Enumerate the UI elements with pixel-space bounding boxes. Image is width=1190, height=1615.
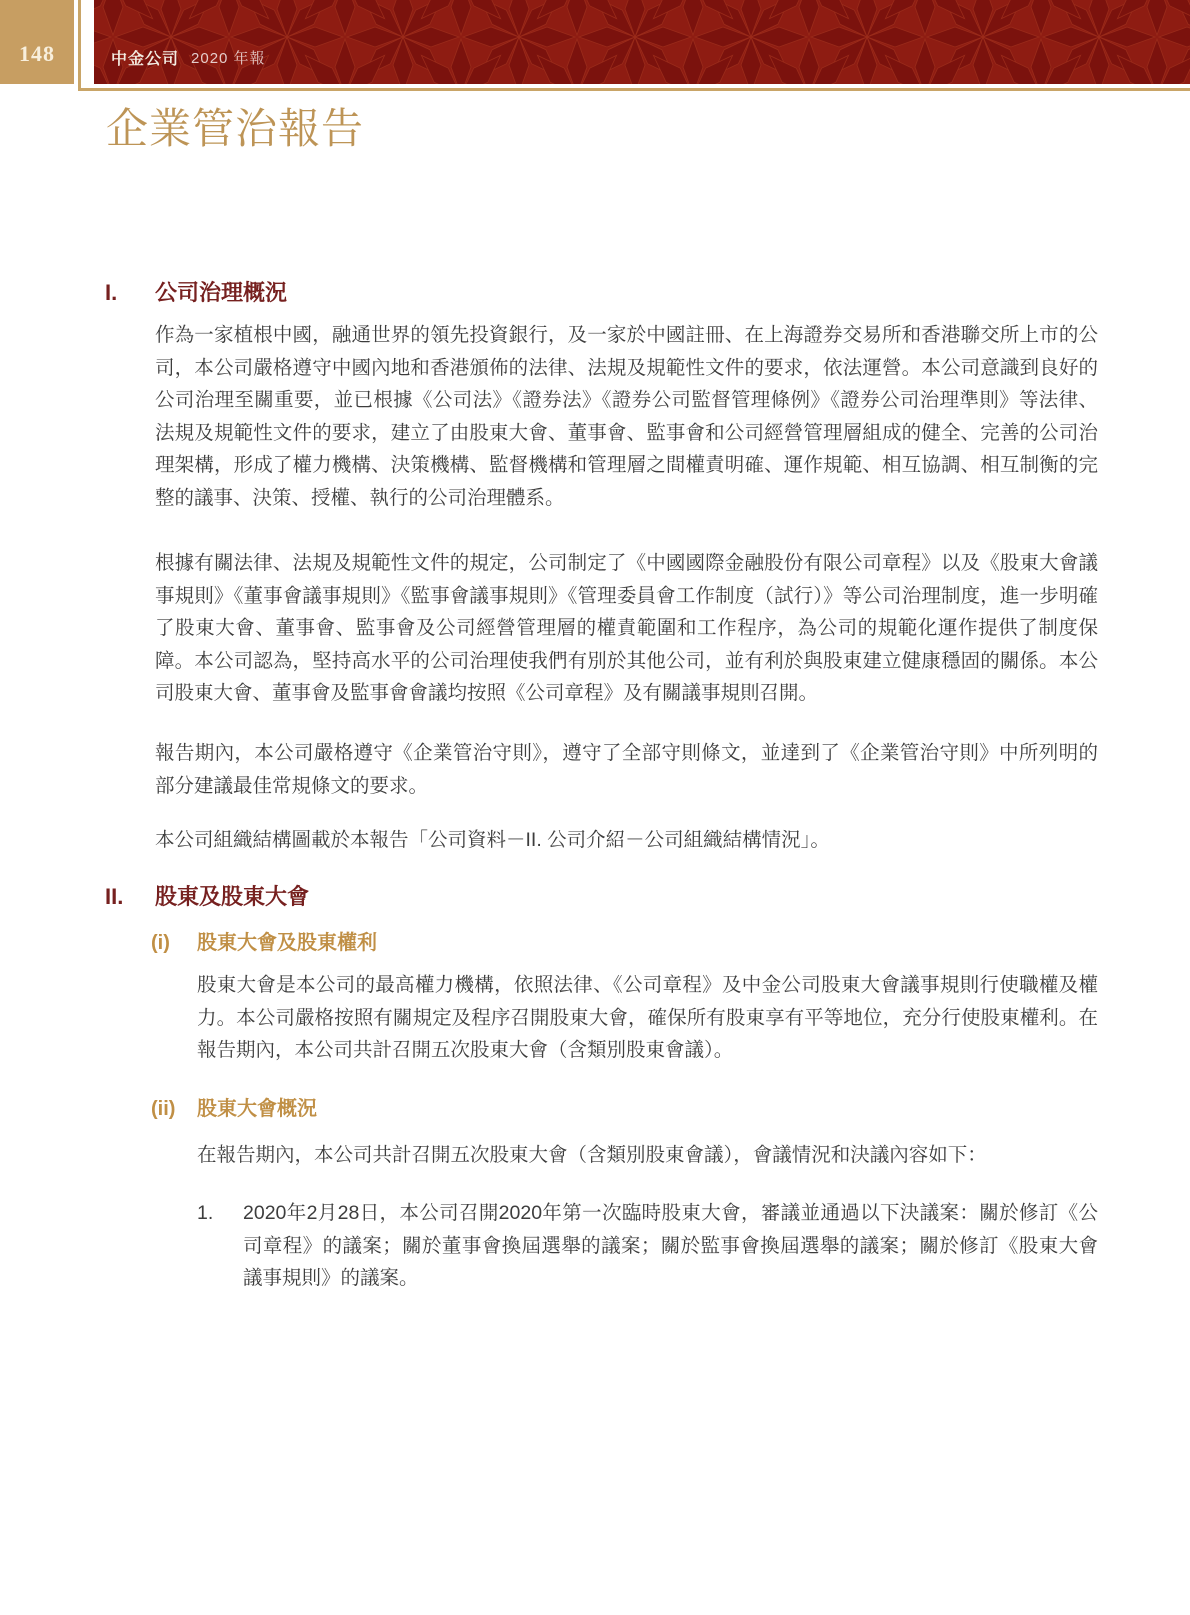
section-1-paragraph-3: 報告期內，本公司嚴格遵守《企業管治守則》，遵守了全部守則條文，並達到了《企業管治守則》中所列明的部分建議最佳常規條文的要求。: [155, 742, 1098, 797]
section-1-heading-text: 公司治理概況: [155, 280, 288, 305]
section-1-paragraph-1: 作為一家植根中國，融通世界的領先投資銀行，及一家於中國註冊、在上海證券交易所和香港聯交所上市的公司，本公司嚴格遵守中國內地和香港頒佈的法律、法規及規範性文件的要求，依法運營。本公司意識到良好的公司治理至關重要，並已根據《公司法》《證券法》《證券公司監督管理條例》《證券公司治理準則》等法律、法規及規範性文件的要求，建立了由股東大會、董事會、監事會和公司經營管理層組成的健全、完善的公司治理架構，形成了權力機構、決策機構、監督機構和管理層之間權責明確、運作規範、相互協調、相互制衡的完整的議事、決策、授權、執行的公司治理體系。: [155, 324, 1098, 509]
section-2-heading-text: 股東及股東大會: [155, 884, 310, 909]
subsection-ii-heading: [151, 1096, 317, 1122]
subsection-ii-heading-text: 股東大會概況: [197, 1098, 317, 1120]
subsection-i-heading-text: 股東大會及股東權利: [197, 932, 377, 954]
list-item-text: 2020年2月28日，本公司召開2020年第一次臨時股東大會，審議並通過以下決議案：關於修訂《公司章程》的議案；關於董事會換屆選舉的議案；關於監事會換屆選舉的議案；關於修訂《股東大會議事規則》的議案。: [243, 1202, 1098, 1289]
section-1-paragraph-4: 本公司組織結構圖載於本報告「公司資料－II. 公司介紹－公司組織結構情況」。: [155, 829, 830, 851]
page-title: 企業管治報告: [106, 107, 365, 153]
gold-vertical-rule: [78, 0, 81, 91]
subsection-ii-label: (ii): [151, 1098, 176, 1120]
section-1-numeral: I.: [105, 280, 118, 305]
section-1-heading: [105, 279, 287, 307]
header-band: [94, 0, 1190, 84]
section-1-paragraph-2: 根據有關法律、法規及規範性文件的規定，公司制定了《中國國際金融股份有限公司章程》以及《股東大會議事規則》《董事會議事規則》《監事會議事規則》《管理委員會工作制度（試行）》等公司治理制度，進一步明確了股東大會、董事會、監事會及公司經營管理層的權責範圍和工作程序，為公司的規範化運作提供了制度保障。本公司認為，堅持高水平的公司治理使我們有別於其他公司，並有利於與股東建立健康穩固的關係。本公司股東大會、董事會及監事會會議均按照《公司章程》及有關議事規則召開。: [155, 552, 1098, 704]
subsection-ii-paragraph: 在報告期內，本公司共計召開五次股東大會（含類別股東會議），會議情況和決議內容如下：: [197, 1144, 987, 1166]
subsection-i-label: (i): [151, 932, 170, 954]
section-2-heading: [105, 883, 309, 911]
company-name: 中金公司: [111, 50, 180, 68]
subsection-i-paragraph: 股東大會是本公司的最高權力機構，依照法律、《公司章程》及中金公司股東大會議事規則行使職權及權力。本公司嚴格按照有關規定及程序召開股東大會，確保所有股東享有平等地位，充分行使股東權利。在報告期內，本公司共計召開五次股東大會（含類別股東會議）。: [197, 974, 1098, 1061]
report-year: 2020 年報: [191, 49, 266, 67]
list-item: [197, 1197, 1098, 1295]
subsection-i-heading: [151, 930, 377, 956]
list-item-number: 1.: [197, 1202, 214, 1224]
page-number: 148: [0, 0, 74, 84]
header-text: [111, 0, 266, 84]
gold-horizontal-rule: [78, 88, 1190, 91]
section-2-numeral: II.: [105, 884, 124, 909]
